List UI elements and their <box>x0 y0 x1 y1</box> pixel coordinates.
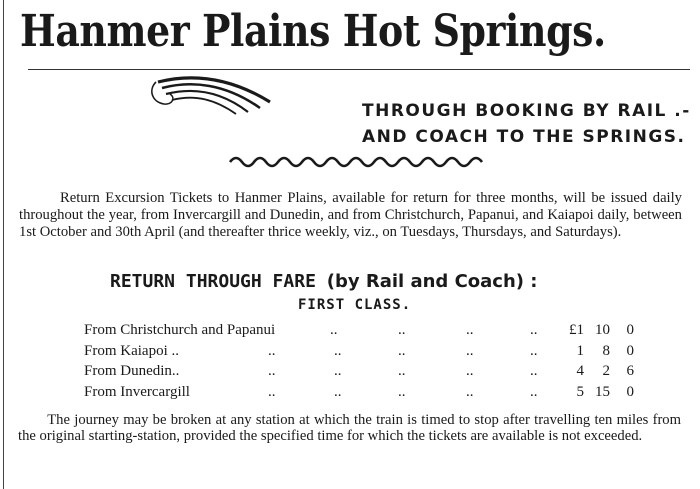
fare-origin: From Christchurch and Papanui <box>84 322 276 338</box>
dot-leader: .. <box>466 363 474 379</box>
fare-pounds: 1 <box>576 343 584 359</box>
fare-shillings: 2 <box>602 363 610 379</box>
fare-row-christchurch <box>0 322 700 342</box>
fare-origin: From Invercargill <box>84 384 190 400</box>
fare-pounds: 4 <box>576 363 584 379</box>
fare-row-dunedin <box>0 363 700 383</box>
fare-pence: 0 <box>626 322 634 338</box>
fare-row-invercargill <box>0 384 700 404</box>
fare-pence: 0 <box>626 384 634 400</box>
fare-heading <box>110 268 620 296</box>
dot-leader: .. <box>334 384 342 400</box>
dot-leader: .. <box>530 384 538 400</box>
decorative-wave-divider <box>228 150 488 172</box>
booking-line-2: AND COACH TO THE SPRINGS. <box>362 127 686 147</box>
booking-line-1: THROUGH BOOKING BY RAIL .- <box>362 101 691 121</box>
fare-shillings: 10 <box>595 322 610 338</box>
fare-pence: 6 <box>626 363 634 379</box>
dot-leader: .. <box>466 322 474 338</box>
dot-leader: .. <box>398 384 406 400</box>
dot-leader: .. <box>268 343 276 359</box>
dot-leader: .. <box>334 363 342 379</box>
fare-shillings: 15 <box>595 384 610 400</box>
fare-class-label: FIRST CLASS. <box>298 297 412 313</box>
title-underline <box>28 69 690 70</box>
page-edge-rule <box>3 0 4 489</box>
fare-shillings: 8 <box>602 343 610 359</box>
fare-heading-main: RETURN THROUGH FARE <box>110 271 316 292</box>
dot-leader: .. <box>268 384 276 400</box>
dot-leader: .. <box>466 384 474 400</box>
dot-leader: .. <box>530 322 538 338</box>
dot-leader: .. <box>334 343 342 359</box>
fare-row-kaiapoi <box>0 343 700 363</box>
fare-origin: From Kaiapoi .. <box>84 343 179 359</box>
fare-pounds: £1 <box>569 322 584 338</box>
excursion-ticket-paragraph: Return Excursion Tickets to Hanmer Plains, available for return for three months, will be issued daily throughout the year, from Invercargill and Dunedin, and from Christchurch, Papanui, and Kaiapoi daily, between 1st October and 30th April (and thereafter thrice weekly, viz., on Tuesdays, Thursdays, and Saturdays). <box>19 190 682 240</box>
dot-leader: .. <box>398 322 406 338</box>
dot-leader: .. <box>330 322 338 338</box>
dot-leader: .. <box>530 363 538 379</box>
through-booking-notice <box>362 98 700 150</box>
fare-pounds: 5 <box>576 384 584 400</box>
dot-leader: .. <box>398 343 406 359</box>
decorative-swirl-ornament <box>150 72 280 122</box>
journey-break-paragraph: The journey may be broken at any station at which the train is timed to stop after travelling ten miles from the original starting-station, provided the specified time for which the tickets are available is not exceeded. <box>18 412 681 444</box>
fare-pence: 0 <box>626 343 634 359</box>
fare-origin: From Dunedin.. <box>84 363 180 379</box>
dot-leader: .. <box>466 343 474 359</box>
dot-leader: .. <box>268 363 276 379</box>
dot-leader: .. <box>530 343 538 359</box>
fare-heading-sub: (by Rail and Coach) : <box>326 271 538 292</box>
page-title: Hanmer Plains Hot Springs. <box>20 6 606 57</box>
dot-leader: .. <box>398 363 406 379</box>
